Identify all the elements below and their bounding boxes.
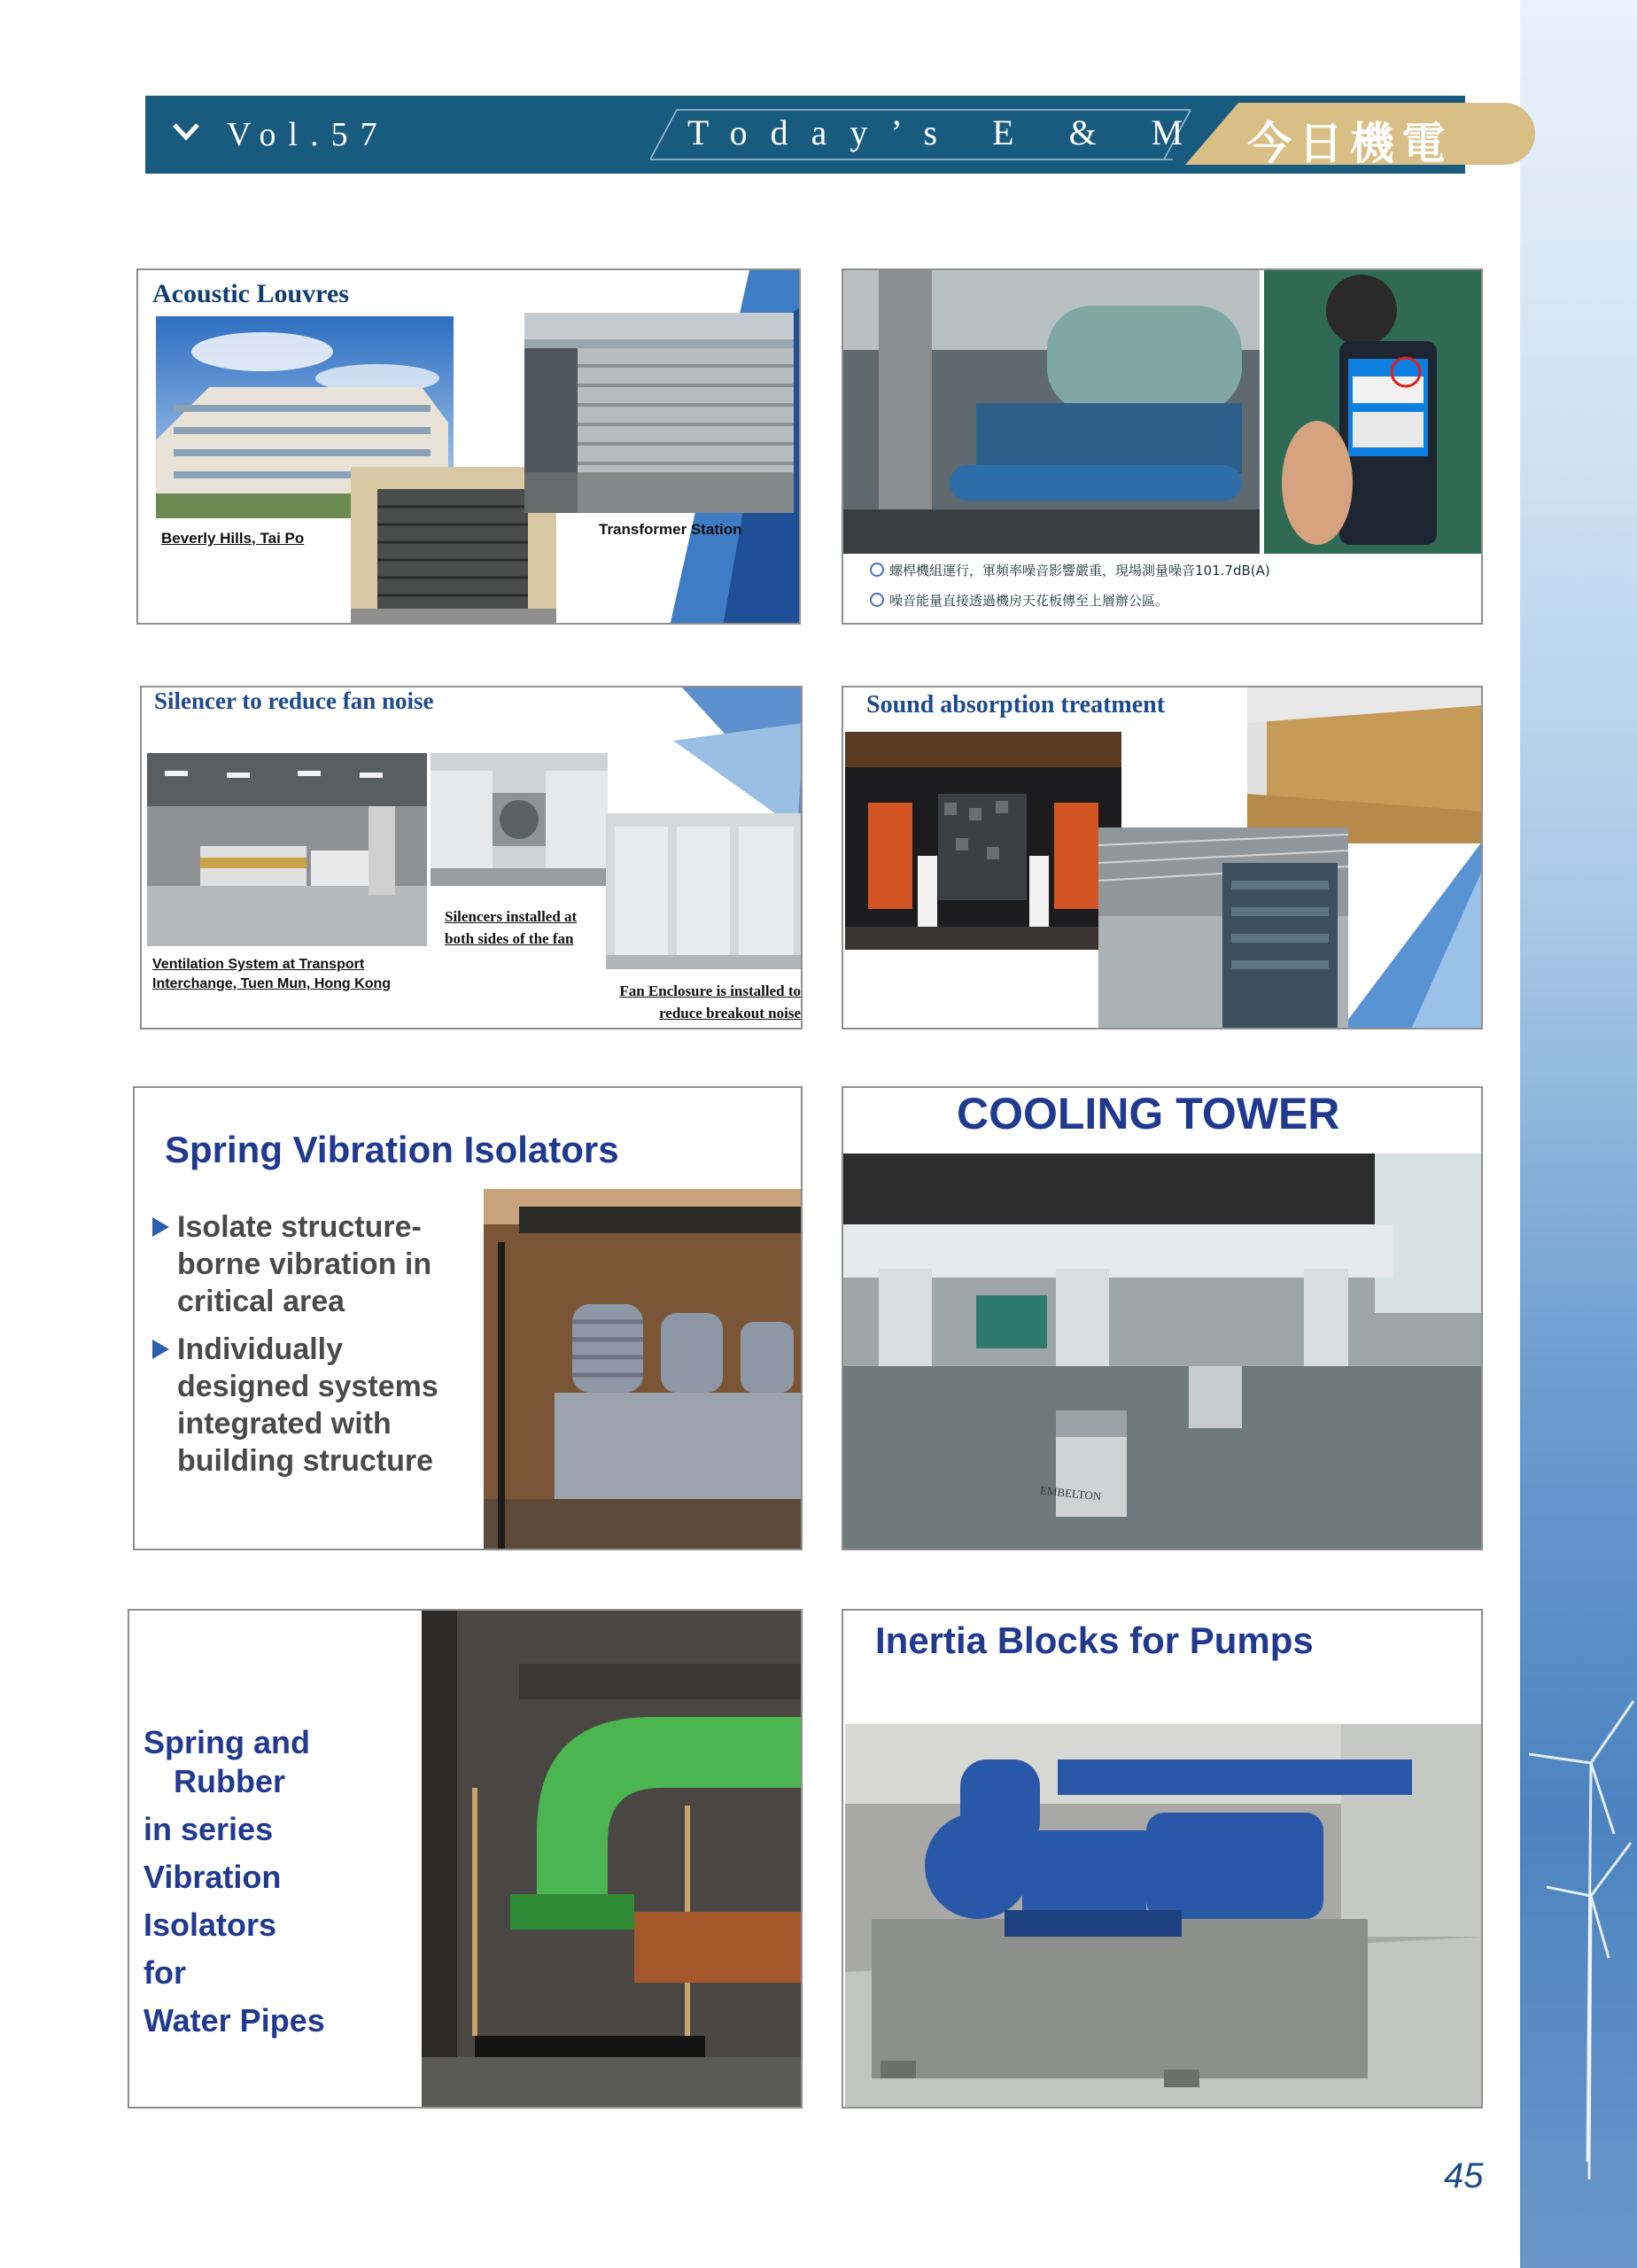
text-line: Rubber xyxy=(174,1763,285,1799)
transformer-station-photo xyxy=(524,313,794,513)
chinese-title-tab xyxy=(1185,103,1540,169)
caption-ventilation-system: Ventilation System at Transport Interchange, Tuen Mun, Hong Kong xyxy=(152,957,392,991)
text-line: Isolators xyxy=(144,1907,277,1943)
chiller-noise-slide xyxy=(842,268,1483,625)
noise-note-2-text: 噪音能量直接透過機房天花板傳至上層辦公區。 xyxy=(889,593,1169,609)
caption-fan-enclosure: Fan Enclosure is installed to reduce breakout noise xyxy=(619,983,801,1021)
fan-enclosure-photo xyxy=(606,813,803,969)
text-line: Water Pipes xyxy=(144,2002,325,2039)
embelton-plate: EMBELTON xyxy=(1039,1483,1102,1503)
silencer-duct-photo xyxy=(431,753,608,886)
slide-title: Sound absorption treatment xyxy=(866,691,1166,718)
sound-meter-photo xyxy=(1264,270,1483,554)
spring-isolator-photo xyxy=(484,1189,803,1550)
text-line: Spring and xyxy=(144,1724,310,1760)
inertia-blocks-slide xyxy=(842,1609,1483,2109)
acoustic-panel-photo xyxy=(1247,687,1483,843)
text-line: Vibration xyxy=(144,1859,282,1895)
text-line: for xyxy=(144,1954,186,1991)
slide-title: Acoustic Louvres xyxy=(152,279,349,308)
water-pipe-photo xyxy=(422,1611,803,2109)
spring-rubber-slide xyxy=(128,1609,803,2109)
bullet-list xyxy=(151,1208,452,1490)
wind-turbine-icon xyxy=(1547,1825,1635,2179)
volume-label: Vol.57 xyxy=(227,116,390,153)
triangle-bullet-icon xyxy=(152,1340,169,1359)
side-decorative-strip xyxy=(1520,0,1637,2268)
triangle-bullet-icon xyxy=(152,1217,169,1237)
spring-isolators-slide xyxy=(133,1086,803,1550)
chinese-title: 今日機電 xyxy=(1247,118,1453,169)
chiller-machine-photo xyxy=(843,270,1260,554)
bullet-text: Individually designed systems integrated with building structure xyxy=(177,1332,438,1478)
bullet-item xyxy=(151,1331,452,1480)
slide-title: Inertia Blocks for Pumps xyxy=(875,1619,1314,1661)
section-title: Today’s E & M xyxy=(687,113,1206,152)
text-line: in series xyxy=(144,1811,274,1847)
noise-note-1 xyxy=(870,561,1270,579)
cooling-tower-slide xyxy=(842,1086,1483,1550)
caption-beverly-hills: Beverly Hills, Tai Po xyxy=(161,530,305,547)
page-number: 45 xyxy=(1444,2156,1484,2195)
listening-room-photo xyxy=(845,732,1121,950)
caption-silencers: Silencers installed at both sides of the fan xyxy=(445,908,578,947)
slide-text-block xyxy=(144,1719,325,2045)
slide-title: Spring Vibration Isolators xyxy=(165,1129,619,1170)
slide-title: Silencer to reduce fan noise xyxy=(154,687,434,714)
acoustic-louvres-slide xyxy=(136,268,801,625)
bullet-item xyxy=(151,1208,452,1320)
silencer-slide xyxy=(140,686,803,1029)
bus-terminal-photo xyxy=(147,753,427,946)
chevron-down-icon xyxy=(172,122,200,142)
noise-note-1-text: 螺桿機組運行，軍頻率噪音影響嚴重，現場測量噪音101.7dB(A) xyxy=(889,563,1270,579)
sad-face-icon xyxy=(870,593,884,607)
noise-note-2 xyxy=(870,591,1168,610)
slide-title: COOLING TOWER xyxy=(957,1089,1340,1138)
pump-inertia-photo xyxy=(845,1724,1483,2109)
sound-absorption-slide xyxy=(842,686,1483,1029)
cooling-tower-photo xyxy=(843,1153,1483,1550)
sad-face-icon xyxy=(870,563,884,577)
plant-room-photo xyxy=(1098,827,1348,1029)
caption-transformer-station: Transformer Station xyxy=(599,521,742,538)
bullet-text: Isolate structure-borne vibration in critical area xyxy=(177,1210,432,1318)
